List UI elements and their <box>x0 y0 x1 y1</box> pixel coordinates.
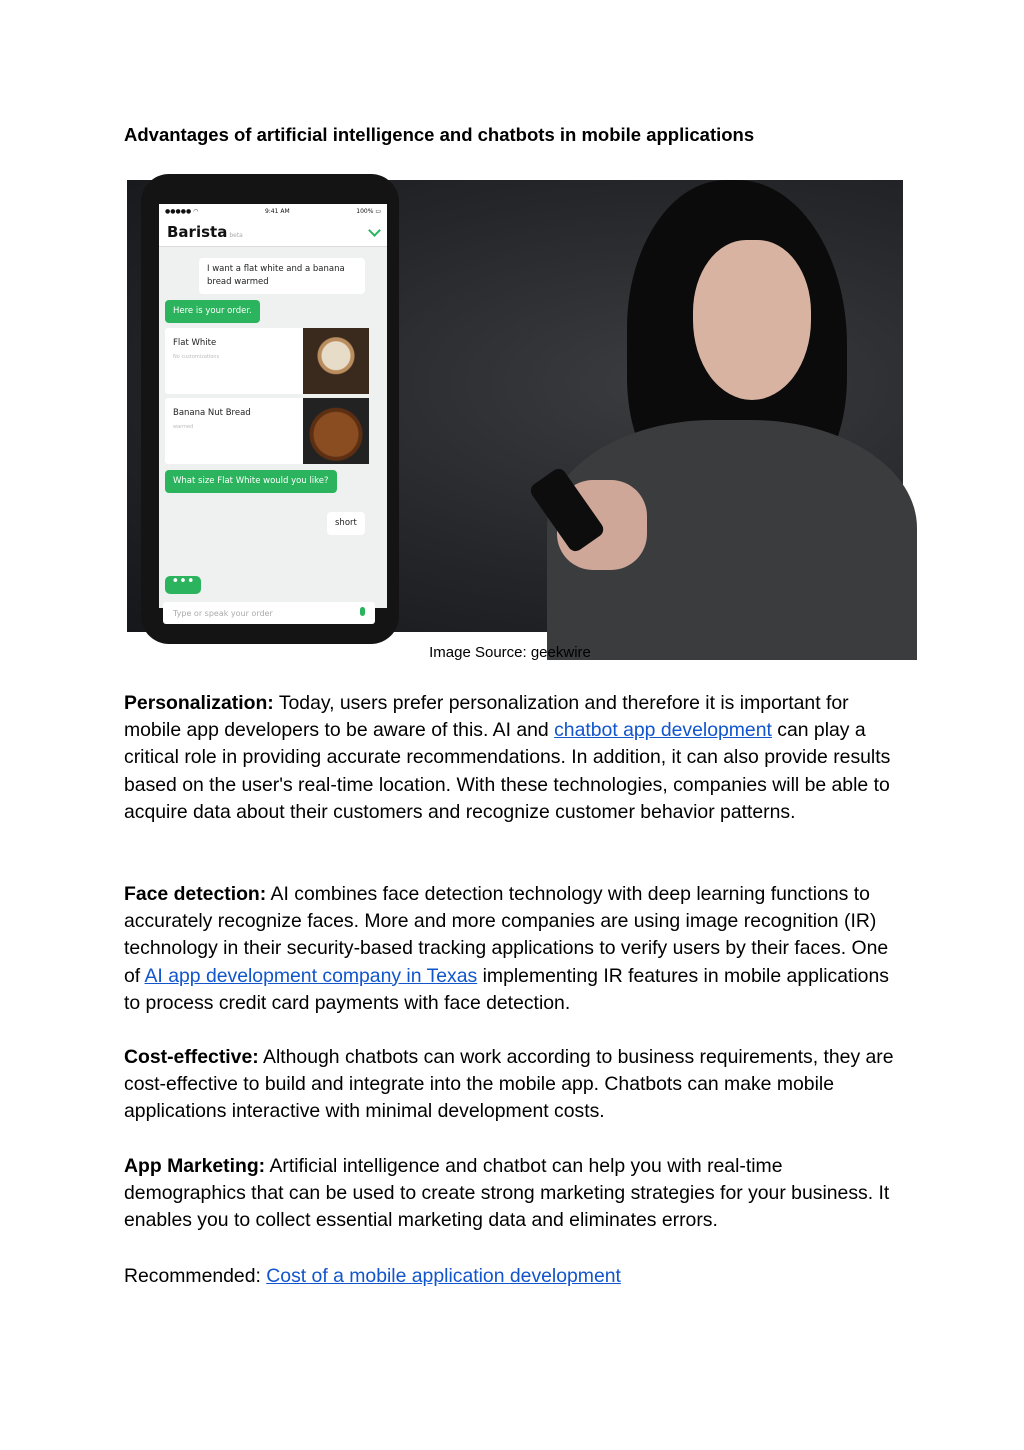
chatbot-app-development-link[interactable]: chatbot app development <box>554 719 772 742</box>
chevron-down-icon[interactable] <box>368 224 381 237</box>
section-text: implementing IR features in mobile applications to process credit card payments with face detection. <box>124 964 889 1014</box>
phone-screen <box>159 204 387 618</box>
image-caption: Image Source: geekwire <box>429 644 591 661</box>
battery-status: 100% ▭ <box>356 207 381 215</box>
phone-mockup <box>141 174 399 644</box>
section-text: Although chatbots can work according to business requirements, they are cost-effective to build and integrate into the mobile app. Chatbots can make mobile applications interactive with minimal development costs. <box>124 1046 894 1123</box>
order-item-name: Flat White <box>173 338 217 348</box>
hero-image <box>127 180 903 632</box>
status-time: 9:41 AM <box>264 207 290 215</box>
section-text: AI combines face detection technology with deep learning functions to accurately recognize faces. More and more companies are using image recognition (IR) technology in their security-based tracking applications to verify users by their faces. One of <box>124 883 889 987</box>
microphone-icon[interactable] <box>360 607 365 616</box>
chat-message-bot: What size Flat White would you like? <box>165 470 337 493</box>
section-cost-effective <box>124 1044 904 1126</box>
typing-indicator: ••• <box>165 576 201 594</box>
order-item-card[interactable] <box>165 328 369 394</box>
signal-icon: ●●●●● ◠ <box>165 207 199 215</box>
order-item-card[interactable] <box>165 398 369 464</box>
section-face-detection <box>124 881 904 1017</box>
order-input-placeholder: Type or speak your order <box>173 608 273 618</box>
section-text: can play a critical role in providing accurate recommendations. In addition, it can also provide results based on the user's real-time location. With these technologies, companies will be able to acquire data about their customers and recognize customer behavior patterns. <box>124 719 891 823</box>
bread-image <box>303 398 369 464</box>
page-title: Advantages of artificial intelligence and chatbots in mobile applications <box>124 124 755 145</box>
app-name <box>167 223 243 241</box>
chat-message-user: I want a flat white and a banana bread warmed <box>199 258 365 294</box>
app-name-text: Barista <box>167 223 228 241</box>
section-heading: Cost-effective: <box>124 1046 259 1068</box>
section-text: Today, users prefer personalization and therefore it is important for mobile app developers to be aware of this. AI and <box>124 692 849 742</box>
section-heading: Personalization: <box>124 692 274 714</box>
order-input[interactable] <box>163 602 375 624</box>
order-item-name: Banana Nut Bread <box>173 408 251 418</box>
chat-message-bot: Here is your order. <box>165 300 260 323</box>
section-heading: Face detection: <box>124 883 267 905</box>
section-text: Artificial intelligence and chatbot can help you with real-time demographics that can be used to create strong marketing strategies for your business. It enables you to collect essential marketing data and eliminates errors. <box>124 1155 890 1232</box>
section-heading: App Marketing: <box>124 1155 266 1177</box>
woman-face <box>693 240 811 400</box>
recommended-line <box>124 1263 904 1290</box>
recommended-label: Recommended: <box>124 1265 267 1287</box>
order-item-detail: No customizations <box>173 354 220 360</box>
coffee-image <box>303 328 369 394</box>
app-tag: beta <box>229 232 243 239</box>
chat-message-user: short <box>327 512 365 535</box>
order-item-detail: warmed <box>173 424 194 430</box>
cost-of-mobile-app-link[interactable]: Cost of a mobile application development <box>266 1265 621 1287</box>
section-app-marketing <box>124 1153 904 1235</box>
section-personalization <box>124 690 904 826</box>
ai-app-development-company-link[interactable]: AI app development company in Texas <box>144 964 478 987</box>
app-bar <box>159 218 387 247</box>
status-battery: 100% <box>356 207 374 215</box>
status-bar <box>159 204 387 218</box>
